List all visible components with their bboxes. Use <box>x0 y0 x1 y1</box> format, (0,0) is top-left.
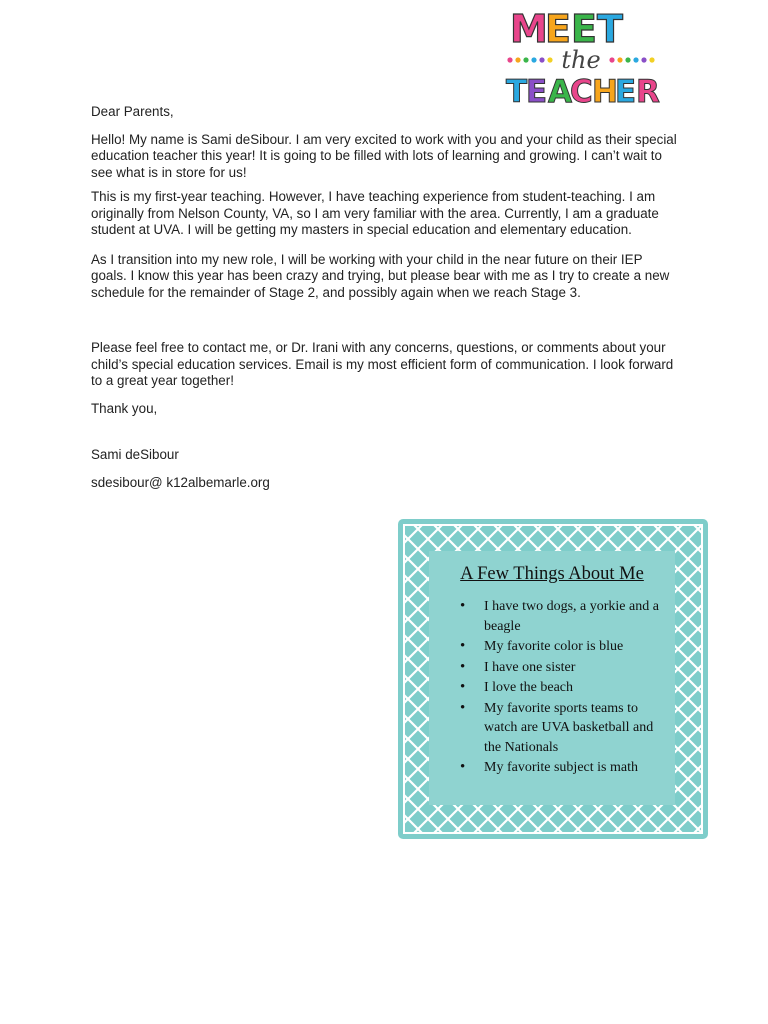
svg-text:E: E <box>545 7 571 51</box>
svg-text:T: T <box>597 7 623 51</box>
meet-the-teacher-logo <box>498 2 678 108</box>
letter-paragraph: As I transition into my new role, I will be working with your child in the near future on their IEP goals. I know this year has been crazy and trying, but please bear with me as I try to create a new schedule for the remainder of Stage 2, and possibly again when we reach Stage 3. <box>91 251 670 300</box>
letter <box>91 104 681 491</box>
list-item: • My favorite subject is math <box>484 758 675 778</box>
letter-paragraph: Hello! My name is Sami deSibour. I am very excited to work with you and your child as their special education teacher this year! It is going to be filled with lots of learning and growing. I can’t wait to see what is in store for us! <box>91 131 677 180</box>
svg-text:R: R <box>636 74 660 108</box>
about-me-panel <box>429 551 675 805</box>
letter-paragraph: Please feel free to contact me, or Dr. Irani with any concerns, questions, or comments about your child’s special education services. Email is my most efficient form of communication. I look forward to a great year together! <box>91 340 674 388</box>
about-me-title: A Few Things About Me <box>460 564 644 584</box>
svg-text:E: E <box>615 74 637 108</box>
greeting: Dear Parents, <box>91 104 174 119</box>
list-item: • I have two dogs, a yorkie and a beagle <box>484 597 675 636</box>
svg-text:C: C <box>570 74 593 108</box>
list-item: • My favorite sports teams to watch are UVA basketball and the Nationals <box>484 699 675 758</box>
svg-text:E: E <box>526 74 548 108</box>
list-item: • My favorite color is blue <box>484 637 675 657</box>
svg-text:E: E <box>571 7 597 51</box>
svg-text:H: H <box>592 74 618 108</box>
svg-text:T: T <box>506 74 528 108</box>
signature-name: Sami deSibour <box>91 447 179 462</box>
list-item: • I have one sister <box>484 658 675 678</box>
closing: Thank you, <box>91 400 158 416</box>
about-me-list <box>429 597 675 778</box>
svg-text:M: M <box>510 7 548 51</box>
list-item: • I love the beach <box>484 678 675 698</box>
letter-paragraph: This is my first-year teaching. However, I have teaching experience from student-teaching. I am originally from Nelson County, VA, so I am very familiar with the area. Currently, I am a graduate student at UVA. I will be getting my masters in special education and elementary education. <box>91 189 659 237</box>
signature-email: sdesibour@ k12albemarle.org <box>91 474 270 490</box>
svg-text:the: the <box>561 46 601 74</box>
about-me-box <box>398 519 708 839</box>
svg-text:A: A <box>548 74 572 108</box>
